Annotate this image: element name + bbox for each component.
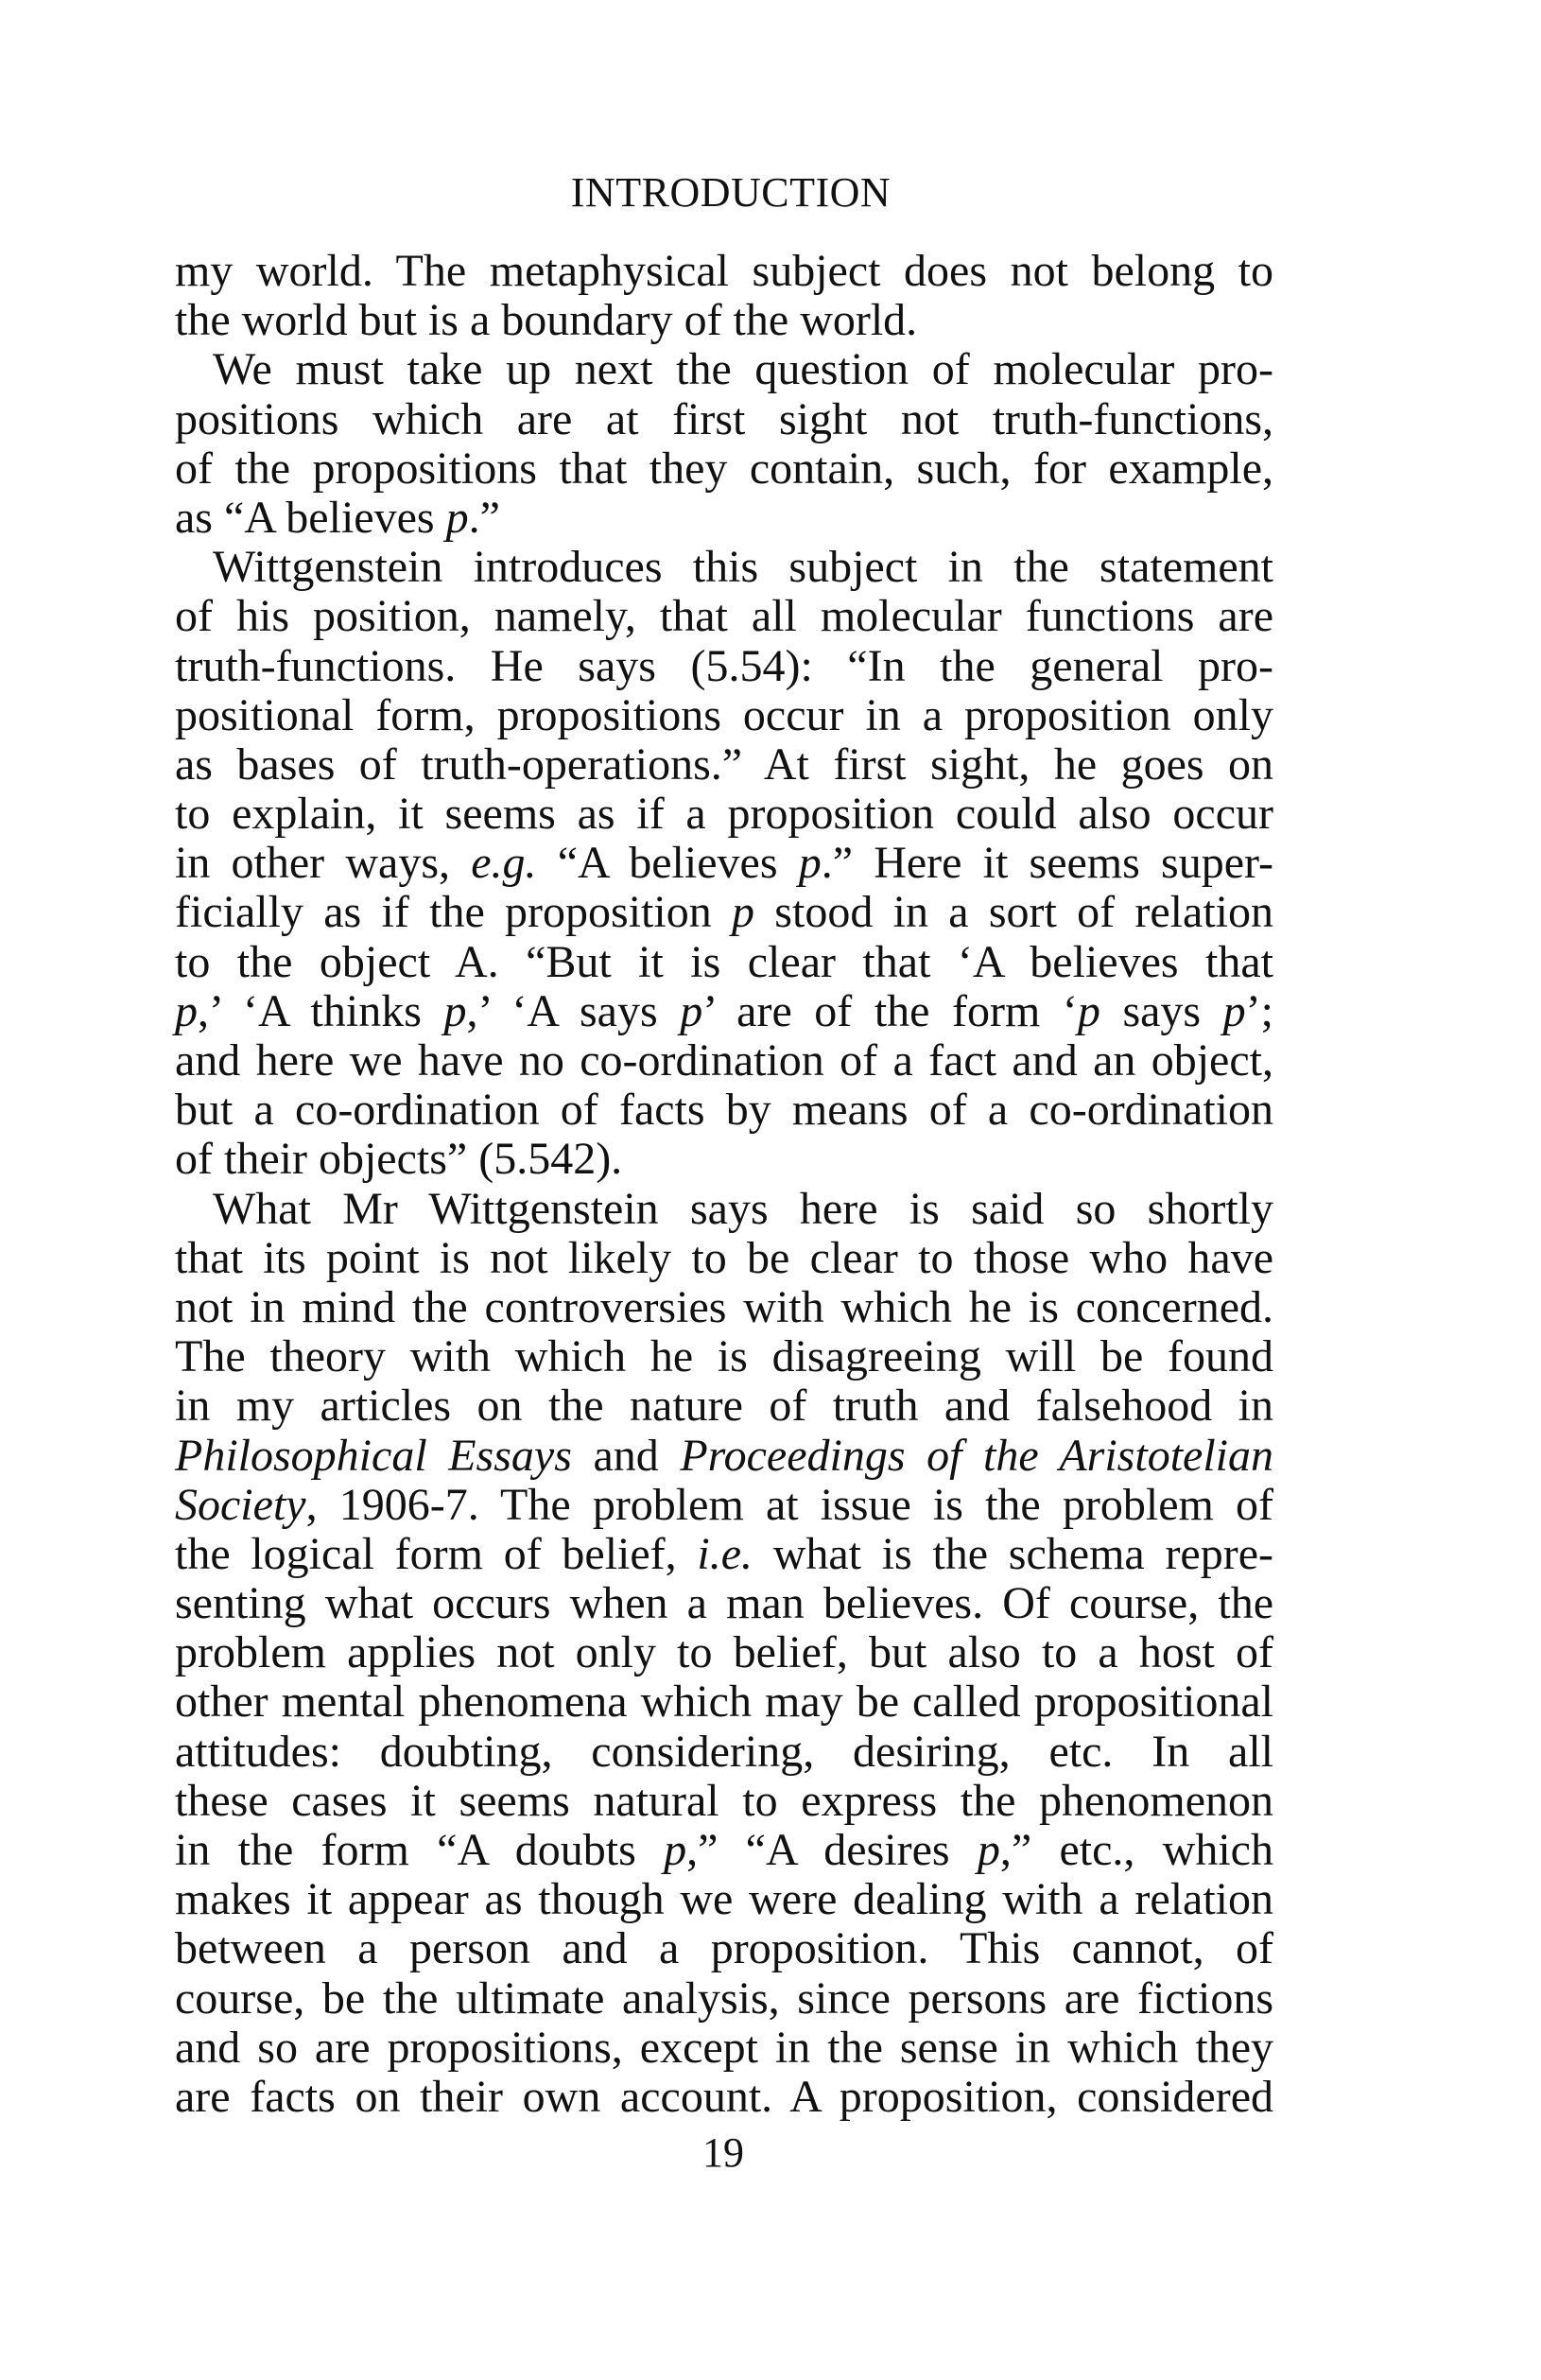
text-line	[175, 1579, 1273, 1628]
text-segment: The theory with which he is disagreeing will be found	[175, 1331, 1273, 1382]
page-number: 19	[702, 2129, 744, 2176]
text-line	[175, 1234, 1273, 1283]
italic-text: p	[732, 887, 755, 938]
italic-text: e.g.	[471, 838, 537, 889]
text-segment: ’ are of the form ‘	[702, 985, 1078, 1036]
text-segment: to explain, it seems as if a proposition could also occur	[175, 789, 1273, 840]
text-line	[175, 1826, 1273, 1875]
italic-text: p	[1077, 985, 1100, 1036]
text-segment: truth-functions. He says (5.54): “In the general pro-	[175, 640, 1273, 691]
italic-text: p	[798, 838, 822, 889]
text-segment: ,’ ‘A says	[466, 985, 681, 1036]
text-line	[175, 938, 1273, 987]
italic-text: p	[1222, 985, 1246, 1036]
text-segment: to the object A. “But it is clear that ‘A believes that	[175, 936, 1273, 987]
text-segment: We must take up next the question of molecular pro-	[213, 344, 1273, 395]
text-line	[175, 1283, 1273, 1332]
text-segment: and here we have no co-ordination of a fact and an object,	[175, 1035, 1273, 1086]
text-line	[175, 1185, 1273, 1234]
text-segment: ,’ ‘A thinks	[198, 985, 444, 1036]
text-line	[175, 247, 1273, 296]
text-segment: “A believes	[536, 838, 799, 889]
text-line	[175, 592, 1273, 641]
body-text	[175, 247, 1273, 2122]
text-line	[175, 1728, 1273, 1777]
text-segment: course, be the ultimate analysis, since persons are fictions	[175, 1972, 1273, 2024]
italic-text: p	[175, 985, 198, 1036]
text-line	[175, 1974, 1273, 2024]
text-segment: and so are propositions, except in the sense in which they	[175, 2022, 1273, 2073]
text-line	[175, 1530, 1273, 1579]
text-line	[175, 1086, 1273, 1135]
text-segment: , 1906-7. The problem at issue is the problem of	[305, 1479, 1273, 1530]
text-segment: ,” etc., which	[999, 1825, 1273, 1875]
italic-text: p	[977, 1825, 1000, 1875]
text-line	[175, 1036, 1273, 1086]
text-segment: but a co-ordination of facts by means of a co-ordination	[175, 1085, 1273, 1136]
text-segment: positions which are at first sight not truth-functions,	[175, 393, 1273, 444]
text-segment: other mental phenomena which may be called propositional	[175, 1676, 1273, 1728]
text-segment: the logical form of belief,	[175, 1528, 698, 1579]
text-segment: Wittgenstein introduces this subject in the statement	[213, 542, 1273, 593]
text-segment: attitudes: doubting, considering, desiring, etc. In all	[175, 1726, 1273, 1777]
text-line	[175, 1381, 1273, 1431]
text-line	[175, 543, 1273, 592]
text-line	[175, 790, 1273, 839]
text-segment: of his position, namely, that all molecular functions are	[175, 591, 1273, 642]
text-segment: these cases it seems natural to express the phenomenon	[175, 1775, 1273, 1826]
italic-text: p	[680, 985, 703, 1036]
text-segment: in my articles on the nature of truth and falsehood in	[175, 1381, 1273, 1432]
text-segment: and	[571, 1430, 681, 1481]
text-line	[175, 345, 1273, 394]
text-line	[175, 1875, 1273, 1924]
italic-text: p	[443, 985, 467, 1036]
text-segment: in other ways,	[175, 838, 472, 889]
text-line	[175, 642, 1273, 691]
text-line	[175, 494, 1273, 543]
italic-text: Proceedings of the Aristotelian	[680, 1430, 1274, 1481]
text-segment: between a person and a proposition. This cannot, of	[175, 1923, 1273, 1974]
text-line	[175, 1924, 1273, 1973]
text-segment: that its point is not likely to be clear to those who have	[175, 1232, 1273, 1283]
text-segment: .” Here it seems super-	[821, 838, 1273, 889]
text-segment: ficially as if the proposition	[175, 887, 733, 938]
text-line	[175, 839, 1273, 888]
text-segment: of their objects” (5.542).	[175, 1134, 623, 1185]
text-segment: as “A believes	[175, 492, 446, 543]
italic-text: i.e.	[697, 1528, 753, 1579]
text-segment: stood in a sort of relation	[754, 887, 1273, 938]
text-line	[175, 2024, 1273, 2073]
text-line	[175, 296, 1273, 345]
text-segment: are facts on their own account. A proposition, considered	[175, 2071, 1273, 2122]
text-line	[175, 1432, 1273, 1481]
text-segment: of the propositions that they contain, such, for example,	[175, 443, 1273, 494]
text-segment: in the form “A doubts	[175, 1825, 665, 1875]
text-segment: not in mind the controversies with which he is concerned.	[175, 1281, 1273, 1332]
text-line	[175, 1135, 1273, 1184]
text-segment: what is the schema repre-	[753, 1528, 1274, 1579]
text-segment: What Mr Wittgenstein says here is said so shortly	[213, 1183, 1273, 1234]
text-line	[175, 1481, 1273, 1530]
text-line	[175, 1777, 1273, 1826]
running-header: INTRODUCTION	[570, 169, 892, 216]
text-line	[175, 888, 1273, 937]
text-line	[175, 395, 1273, 444]
text-segment: senting what occurs when a man believes. Of course, the	[175, 1578, 1273, 1629]
text-segment: positional form, propositions occur in a proposition only	[175, 689, 1273, 740]
text-segment: as bases of truth-operations.” At first sight, he goes on	[175, 738, 1273, 790]
italic-text: p	[445, 492, 469, 543]
text-segment: .”	[468, 492, 500, 543]
text-segment: problem applies not only to belief, but also to a host of	[175, 1627, 1273, 1678]
italic-text: p	[664, 1825, 687, 1875]
text-line	[175, 1332, 1273, 1381]
text-line	[175, 1628, 1273, 1677]
text-line	[175, 2073, 1273, 2122]
italic-text: Society	[175, 1479, 306, 1530]
text-line	[175, 691, 1273, 740]
text-segment: my world. The metaphysical subject does not belong to	[175, 246, 1273, 296]
text-line	[175, 444, 1273, 494]
text-line	[175, 1677, 1273, 1727]
italic-text: Philosophical Essays	[175, 1430, 572, 1481]
text-segment: says	[1099, 985, 1223, 1036]
text-line	[175, 987, 1273, 1036]
text-line	[175, 740, 1273, 790]
text-segment: ’;	[1245, 985, 1273, 1036]
text-segment: makes it appear as though we were dealing with a relation	[175, 1874, 1273, 1925]
text-segment: ,” “A desires	[686, 1825, 978, 1875]
text-segment: the world but is a boundary of the world.	[175, 295, 918, 346]
